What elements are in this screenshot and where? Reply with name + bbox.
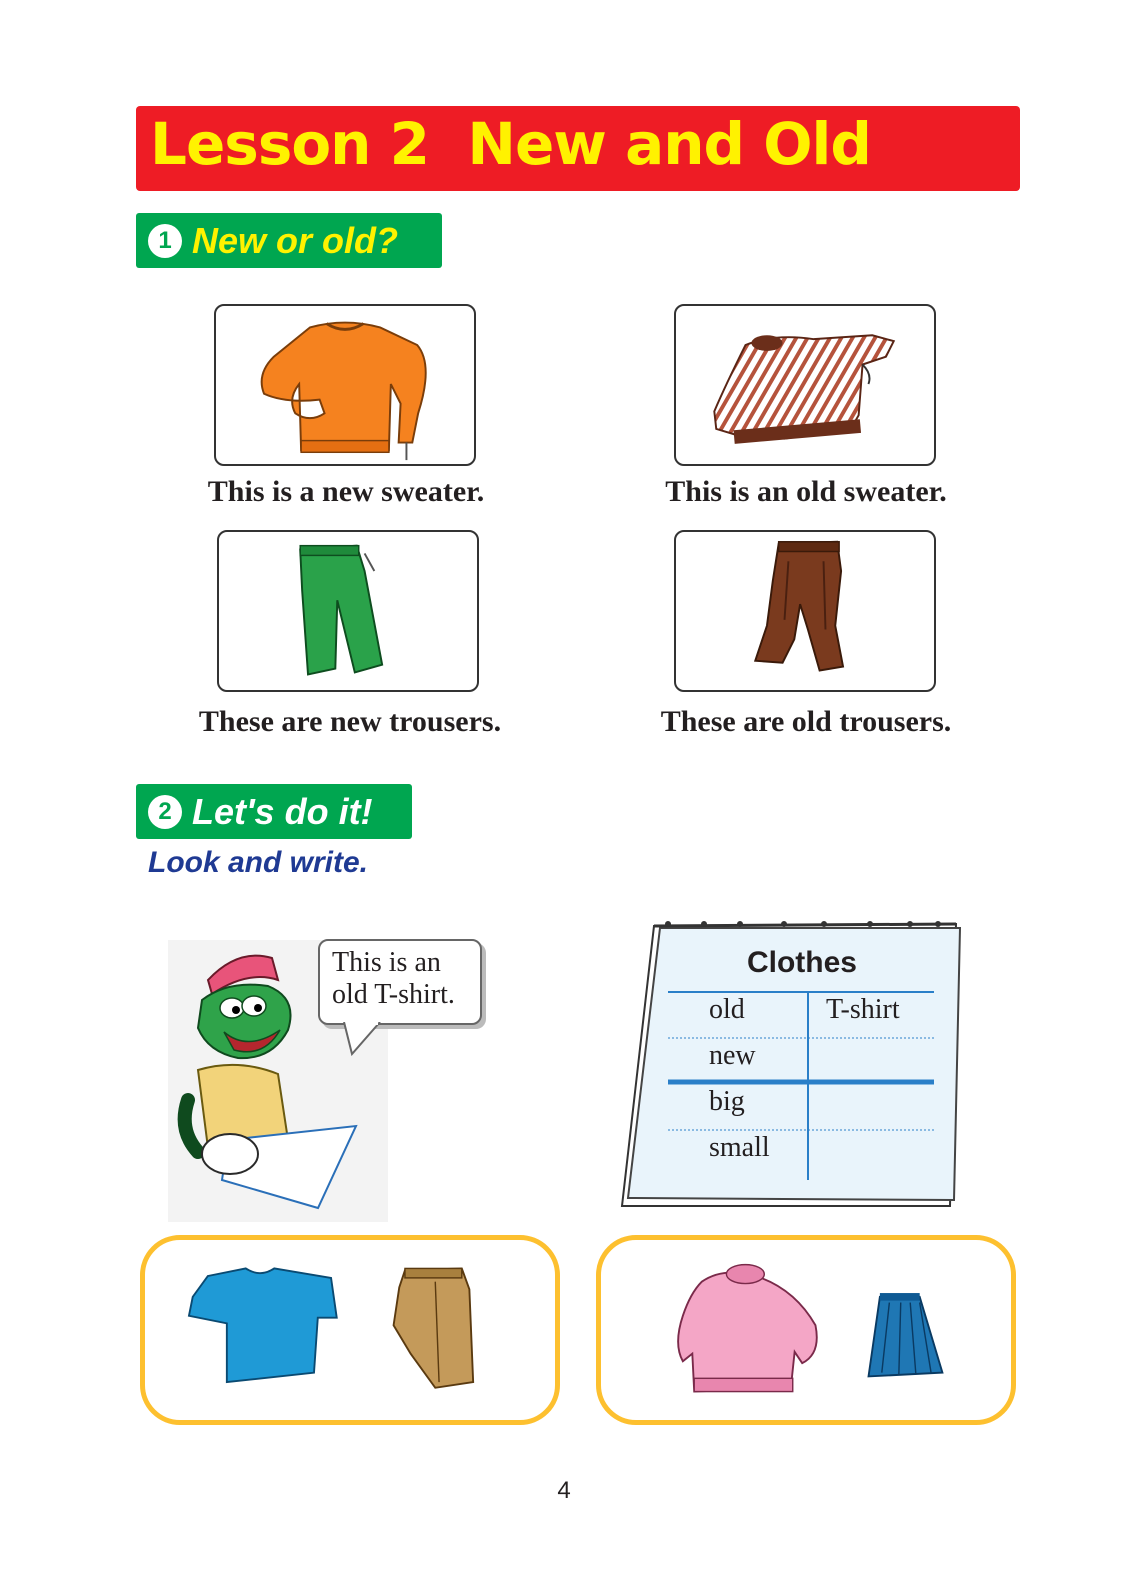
notepad-title: Clothes <box>746 946 857 979</box>
notepad-answer-old[interactable]: T-shirt <box>826 994 900 1025</box>
lesson-title-banner <box>136 106 1020 191</box>
picture-frame-old-trousers <box>674 530 936 692</box>
instruction-text: Look and write. <box>148 846 369 879</box>
caption-old-trousers: These are old trousers. <box>660 705 952 738</box>
section-2-header <box>136 784 412 839</box>
speech-line-1: This is an <box>332 947 441 978</box>
pink-sweater-icon <box>678 1265 817 1392</box>
lesson-title: Lesson 2 New and Old <box>150 110 871 178</box>
notepad-word-small: small <box>709 1132 770 1163</box>
section-1-number: 1 <box>148 224 182 258</box>
clothes-box-right <box>596 1235 1016 1425</box>
notepad-answer-small[interactable] <box>826 1132 926 1162</box>
speech-line-2: old T-shirt. <box>332 979 455 1010</box>
caption-old-sweater: This is an old sweater. <box>665 475 947 508</box>
brown-trousers-icon <box>676 532 934 690</box>
page-number: 4 <box>557 1477 571 1504</box>
clothes-box-left-art <box>145 1240 555 1420</box>
notepad-word-new: new <box>709 1040 756 1071</box>
clothes-box-right-art <box>601 1240 1011 1420</box>
notepad-answer-big[interactable] <box>826 1086 926 1116</box>
khaki-trousers-icon <box>394 1268 474 1387</box>
caption-new-sweater: This is a new sweater. <box>207 475 485 508</box>
section-2-number: 2 <box>148 795 182 829</box>
notepad-word-old: old <box>709 994 745 1025</box>
picture-frame-new-trousers <box>217 530 479 692</box>
blue-tshirt-icon <box>189 1268 337 1382</box>
picture-frame-new-sweater <box>214 304 476 466</box>
blue-skirt-icon <box>869 1293 943 1376</box>
section-1-header <box>136 213 442 268</box>
orange-sweater-icon <box>216 306 474 464</box>
caption-new-trousers: These are new trousers. <box>198 705 502 738</box>
section-2-label: Let's do it! <box>192 790 373 832</box>
green-trousers-icon <box>219 532 477 690</box>
section-1-label: New or old? <box>192 219 398 261</box>
striped-sweater-icon <box>676 306 934 464</box>
speech-bubble <box>318 939 482 1025</box>
clothes-box-left <box>140 1235 560 1425</box>
picture-frame-old-sweater <box>674 304 936 466</box>
notepad-word-big: big <box>709 1086 745 1117</box>
notepad-answer-new[interactable] <box>826 1040 926 1070</box>
speech-bubble-tail <box>340 1022 390 1056</box>
